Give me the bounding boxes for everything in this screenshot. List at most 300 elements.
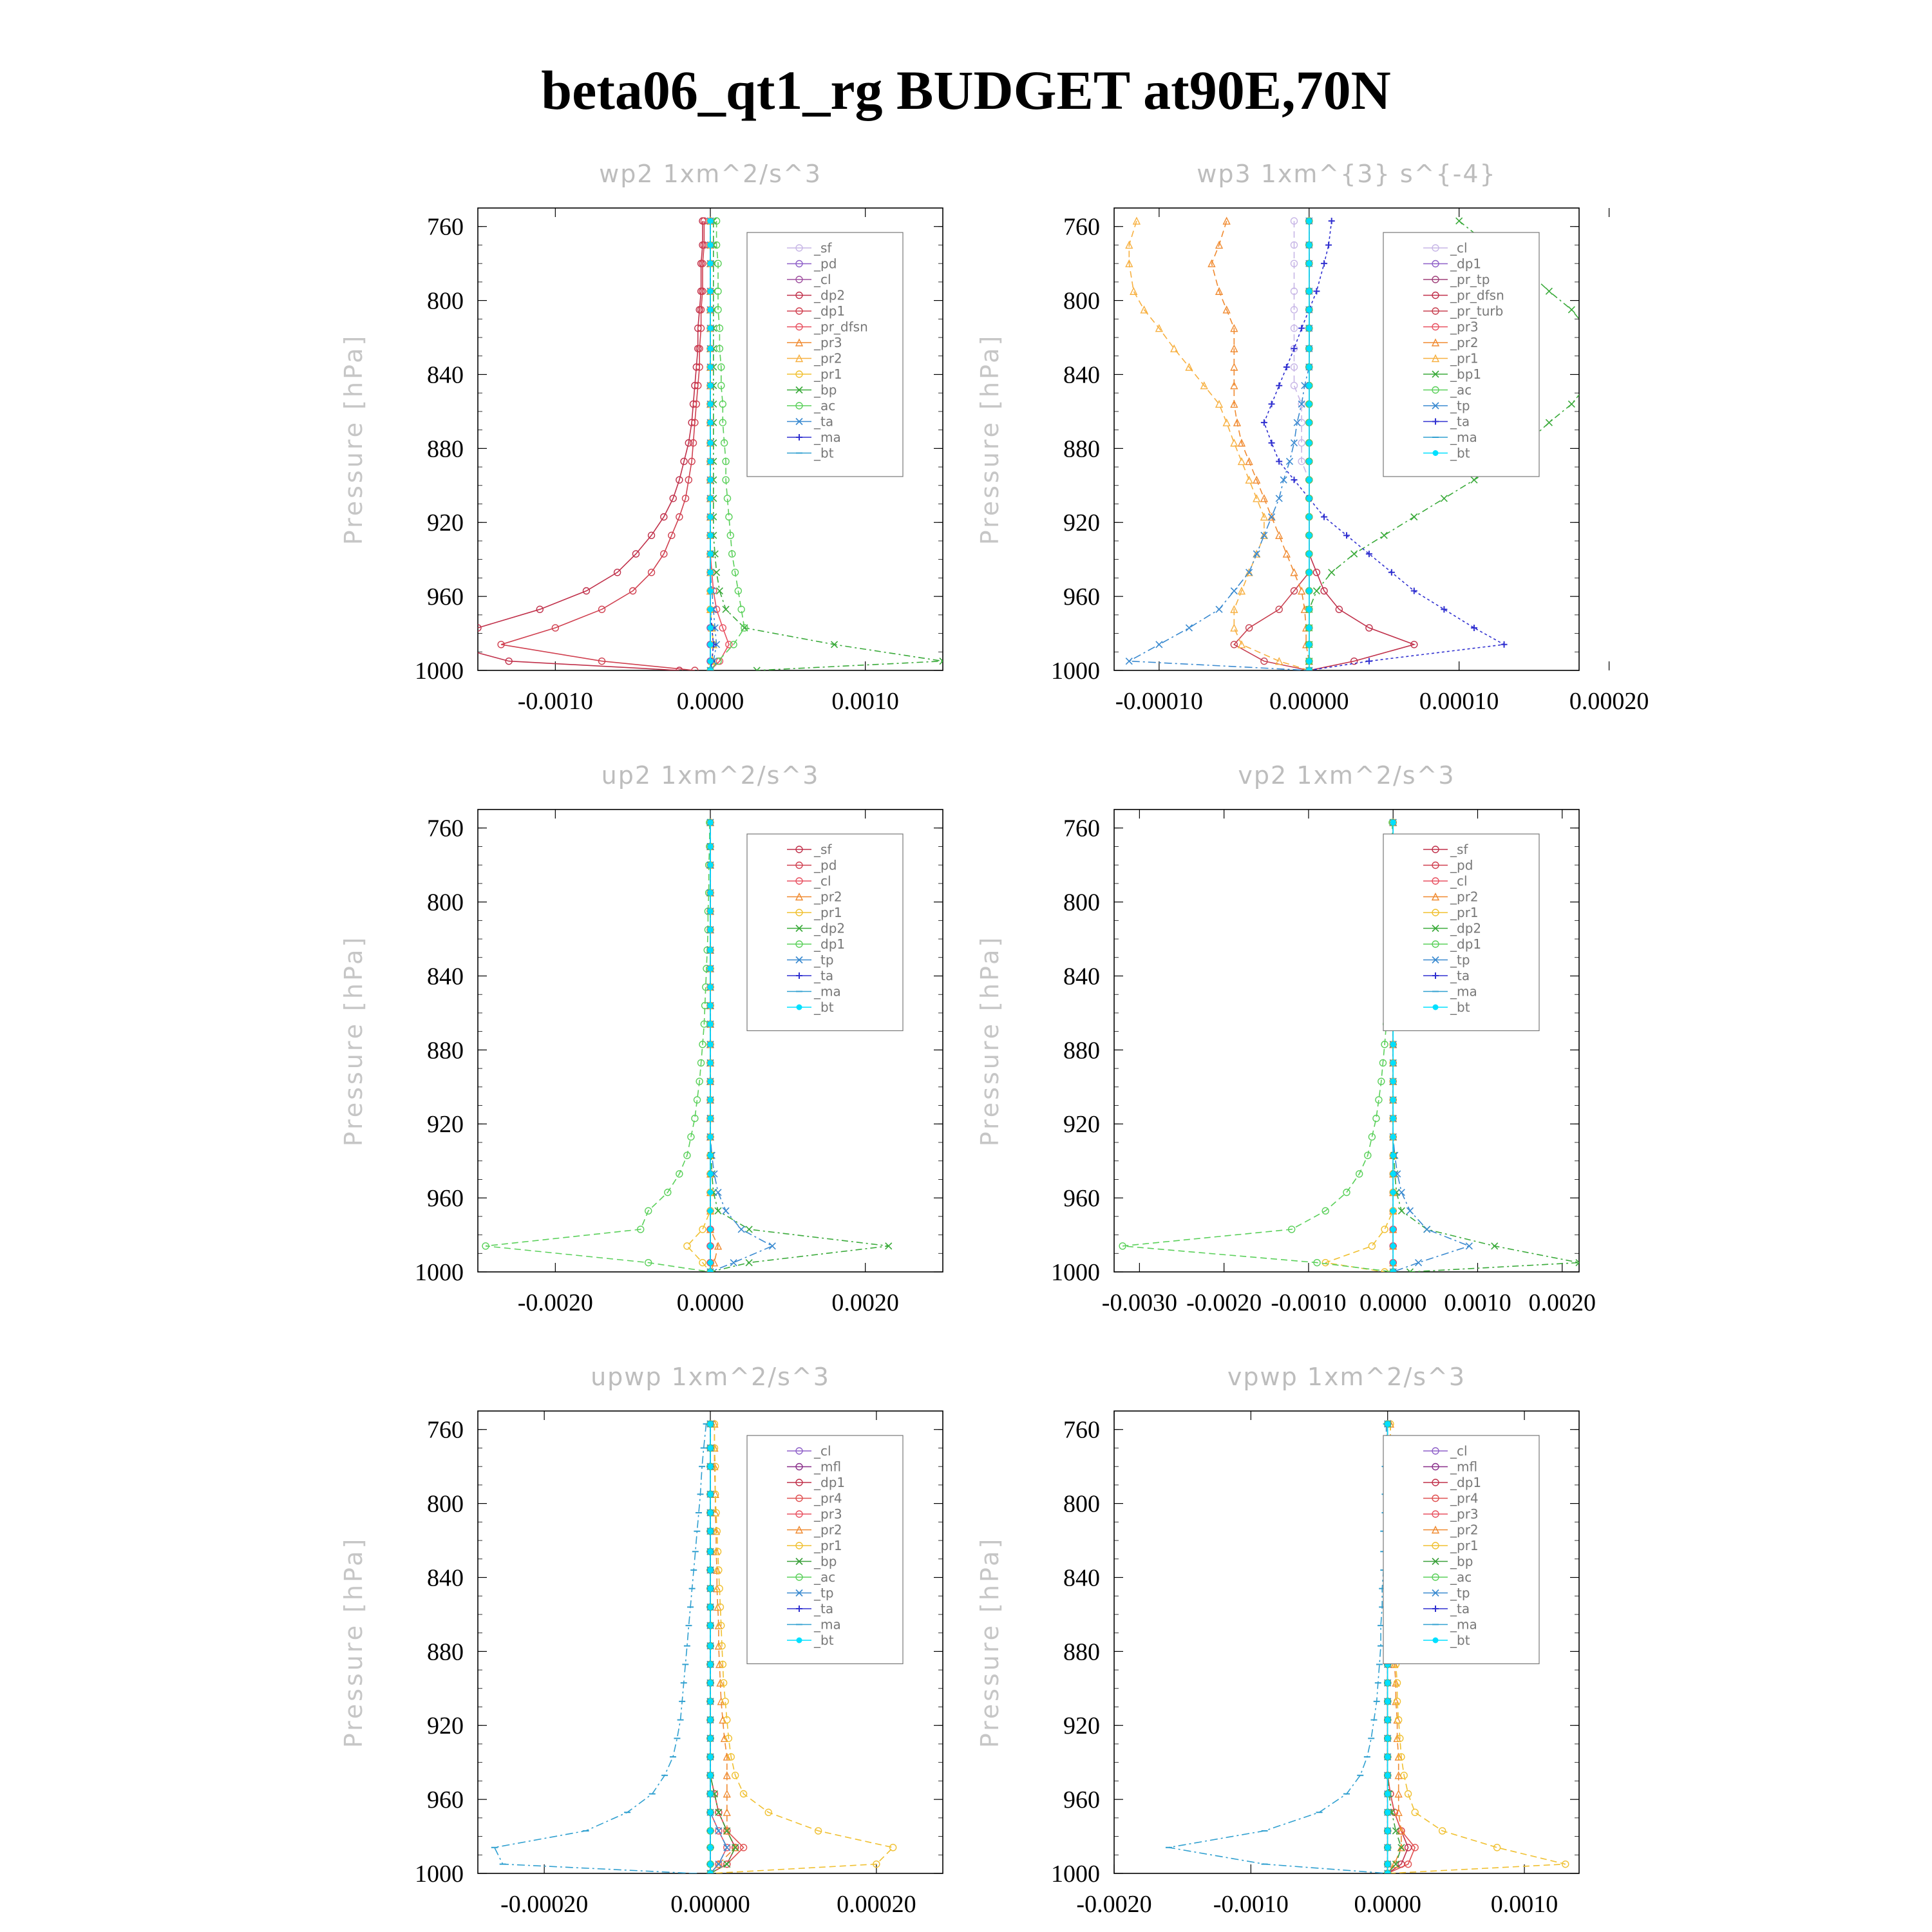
y-tick-label: 800 xyxy=(427,287,464,315)
data-point-bp1 xyxy=(1351,551,1358,557)
data-point-ta xyxy=(1269,440,1275,446)
data-point-bt xyxy=(708,515,713,520)
main-title: beta06_qt1_rg BUDGET at90E,70N xyxy=(541,59,1391,121)
data-point-bt xyxy=(1307,515,1312,520)
legend-label: _pr_tp xyxy=(1450,272,1490,287)
data-point-bt xyxy=(1390,1190,1396,1195)
data-point-pr2 xyxy=(1224,419,1230,426)
legend-label: _cl xyxy=(814,873,831,889)
legend-label: _pr4 xyxy=(1450,1490,1479,1506)
x-tick-label: -0.0020 xyxy=(517,1289,593,1316)
data-point-ta xyxy=(1501,641,1508,648)
x-tick-label: -0.0010 xyxy=(1271,1289,1347,1316)
data-point-ta xyxy=(1471,625,1477,631)
legend-label: _pr2 xyxy=(1450,889,1479,905)
data-point-bt xyxy=(1307,261,1312,266)
legend-label: _pr4 xyxy=(814,1490,842,1506)
series-line-dp1 xyxy=(501,221,704,670)
legend-label: _pr2 xyxy=(814,350,842,366)
y-tick-label: 840 xyxy=(1063,1564,1100,1592)
legend-label: _pr1 xyxy=(814,366,842,382)
data-point-bt xyxy=(1307,496,1312,501)
legend-label: _mfl xyxy=(1450,1459,1478,1475)
legend-marker xyxy=(1433,1005,1438,1010)
x-tick-label: -0.00020 xyxy=(500,1891,589,1918)
legend-label: _ac xyxy=(1450,1569,1472,1585)
data-point-bt xyxy=(708,1153,713,1158)
data-point-bt xyxy=(1390,1079,1396,1084)
x-tick-label: -0.0020 xyxy=(1186,1289,1262,1316)
data-point-bt xyxy=(708,1227,713,1232)
data-point-bp1 xyxy=(1456,218,1463,224)
data-point-bt xyxy=(708,625,713,630)
x-tick-label: 0.0020 xyxy=(831,1289,899,1316)
y-tick-label: 1000 xyxy=(415,1861,464,1888)
data-point-bt xyxy=(708,947,713,952)
data-point-bt xyxy=(708,346,713,351)
data-point-bt xyxy=(708,1244,713,1249)
data-point-bt xyxy=(1307,326,1312,331)
y-tick-label: 920 xyxy=(427,509,464,537)
data-point-bt xyxy=(1307,289,1312,294)
data-point-bp1 xyxy=(715,1208,721,1214)
data-point-sf xyxy=(1291,383,1297,389)
y-tick-label: 760 xyxy=(1063,815,1100,842)
data-point-bp1 xyxy=(1398,1208,1405,1214)
y-tick-label: 760 xyxy=(427,213,464,241)
data-point-ta xyxy=(1388,569,1395,576)
y-tick-label: 1000 xyxy=(1051,1861,1100,1888)
legend-label: _dp1 xyxy=(814,936,846,952)
panel-title: vpwp 1xm^2/s^3 xyxy=(1227,1363,1466,1391)
data-point-bt xyxy=(708,307,713,312)
data-point-bt xyxy=(708,383,713,388)
data-point-bt xyxy=(1307,589,1312,594)
panel-title: upwp 1xm^2/s^3 xyxy=(591,1363,830,1391)
data-point-bp1 xyxy=(1313,588,1320,594)
y-tick-label: 880 xyxy=(427,435,464,463)
data-point-tp xyxy=(723,1208,729,1214)
data-point-pr1 xyxy=(699,1226,706,1233)
data-point-pr1 xyxy=(1494,1844,1501,1851)
data-point-bp1 xyxy=(1441,495,1447,502)
data-point-bt xyxy=(1307,459,1312,464)
data-point-tp xyxy=(1286,458,1293,464)
data-point-ta xyxy=(1291,477,1297,483)
data-point-bt xyxy=(708,1190,713,1195)
data-point-bt xyxy=(1307,346,1312,351)
data-point-bt xyxy=(708,420,713,425)
data-point-pr3 xyxy=(1298,588,1305,594)
data-point-bt xyxy=(708,1549,713,1554)
legend-label: _bp1 xyxy=(1450,366,1482,382)
data-point-pr2 xyxy=(1231,440,1237,446)
data-point-bt xyxy=(1385,1680,1390,1685)
legend-label: _bt xyxy=(1450,1633,1470,1648)
legend-label: _dp2 xyxy=(1450,920,1482,936)
legend-label: _sf xyxy=(814,842,832,857)
data-point-bt xyxy=(1307,440,1312,446)
legend-label: _tp xyxy=(1450,1585,1470,1601)
x-tick-label: 0.0000 xyxy=(1359,1289,1427,1316)
x-tick-label: 0.00010 xyxy=(1419,688,1499,715)
data-point-bt xyxy=(708,1421,713,1426)
data-point-tp xyxy=(738,1226,744,1233)
data-point-bt xyxy=(1307,383,1312,388)
legend-label: _ta xyxy=(1450,413,1470,430)
data-point-tp xyxy=(1416,1260,1422,1266)
legend-label: _bt xyxy=(1450,445,1470,461)
data-point-tp xyxy=(1276,495,1282,502)
legend-label: _cl xyxy=(1450,873,1468,889)
y-tick-label: 840 xyxy=(427,1564,464,1592)
x-tick-label: 0.0000 xyxy=(676,1289,744,1316)
data-point-bt xyxy=(708,820,713,825)
legend-label: _ma xyxy=(1450,430,1477,445)
y-axis-label: Pressure [hPa] xyxy=(339,1536,368,1748)
data-point-bt xyxy=(1390,1116,1396,1121)
data-point-bt xyxy=(1390,1153,1396,1158)
y-tick-label: 920 xyxy=(1063,509,1100,537)
panel-4 xyxy=(976,761,1596,1316)
data-point-bt xyxy=(1307,668,1312,673)
y-tick-label: 920 xyxy=(1063,1712,1100,1740)
data-point-tp xyxy=(1466,1243,1472,1249)
data-point-bt xyxy=(708,242,713,247)
legend-label: _pr1 xyxy=(814,905,842,920)
legend-marker xyxy=(1433,1638,1438,1643)
data-point-tp xyxy=(1126,658,1132,665)
legend-label: _ta xyxy=(814,413,834,430)
x-tick-label: -0.0020 xyxy=(1076,1891,1152,1918)
data-point-bt xyxy=(708,909,713,914)
legend-label: _pr_dfsn xyxy=(1450,287,1504,303)
y-tick-label: 800 xyxy=(427,1490,464,1518)
data-point-pr1 xyxy=(1368,1243,1375,1249)
data-point-bt xyxy=(1307,365,1312,370)
x-tick-label: 0.0010 xyxy=(1490,1891,1558,1918)
data-point-pr1 xyxy=(1381,1226,1388,1233)
y-tick-label: 1000 xyxy=(415,1259,464,1286)
data-point-bp1 xyxy=(1471,477,1477,483)
y-tick-label: 880 xyxy=(1063,435,1100,463)
legend-label: _pr1 xyxy=(1450,905,1479,920)
data-point-tp xyxy=(730,1260,737,1266)
y-tick-label: 840 xyxy=(1063,963,1100,990)
legend-label: _dp2 xyxy=(814,920,846,936)
legend-label: _ac xyxy=(814,398,836,413)
data-point-ta xyxy=(1441,606,1447,612)
data-point-bt xyxy=(708,218,713,223)
data-point-tp xyxy=(1406,1208,1413,1214)
data-point-bp1 xyxy=(1591,364,1597,370)
y-axis-label: Pressure [hPa] xyxy=(976,1536,1004,1748)
data-point-tp xyxy=(1186,625,1192,631)
legend-label: _ma xyxy=(814,1616,841,1633)
x-tick-label: 0.00000 xyxy=(670,1891,750,1918)
data-point-bt xyxy=(708,1021,713,1027)
data-point-tp xyxy=(1280,477,1287,483)
data-point-bt xyxy=(708,477,713,482)
legend-marker xyxy=(1433,451,1438,456)
x-tick-label: -0.00010 xyxy=(1115,688,1203,715)
legend xyxy=(747,232,903,477)
data-point-bt xyxy=(1385,1421,1390,1426)
data-point-bt xyxy=(708,459,713,464)
data-point-ta xyxy=(1325,242,1332,248)
data-point-bt xyxy=(708,985,713,990)
data-point-bt xyxy=(708,365,713,370)
x-tick-label: 0.00000 xyxy=(1269,688,1349,715)
data-point-bt xyxy=(708,261,713,266)
legend-label: _sf xyxy=(814,240,832,256)
x-tick-label: 0.0000 xyxy=(1354,1891,1421,1918)
legend-label: _ma xyxy=(1450,983,1477,999)
data-point-bt xyxy=(1385,1754,1390,1759)
legend-label: _ta xyxy=(1450,1601,1470,1616)
data-point-bp1 xyxy=(1568,401,1575,407)
legend-label: _pr1 xyxy=(1450,350,1479,366)
data-point-bt xyxy=(708,1529,713,1534)
data-point-bt xyxy=(708,1097,713,1103)
legend-label: _pr3 xyxy=(814,1506,842,1522)
data-point-bt xyxy=(1307,570,1312,575)
data-point-bt xyxy=(1390,1227,1396,1232)
data-point-bt xyxy=(708,1792,713,1797)
data-point-bt xyxy=(1385,1845,1390,1850)
data-point-pr3 xyxy=(1276,532,1282,538)
data-point-bp1 xyxy=(1568,307,1575,313)
data-point-bt xyxy=(1307,401,1312,406)
x-tick-label: 0.0020 xyxy=(1528,1289,1596,1316)
data-point-bt xyxy=(708,1116,713,1121)
data-point-bt xyxy=(708,668,713,673)
legend xyxy=(747,834,903,1031)
x-tick-label: -0.0030 xyxy=(1101,1289,1177,1316)
y-tick-label: 960 xyxy=(1063,1185,1100,1213)
data-point-pr2 xyxy=(1238,458,1245,464)
data-point-bt xyxy=(708,1718,713,1723)
y-tick-label: 800 xyxy=(1063,889,1100,916)
data-point-bt xyxy=(708,659,713,664)
data-point-bt xyxy=(708,1042,713,1047)
y-tick-label: 880 xyxy=(427,1037,464,1065)
y-tick-label: 1000 xyxy=(1051,658,1100,685)
data-point-ta xyxy=(1321,514,1327,520)
data-point-bt xyxy=(708,1003,713,1008)
legend-label: _ta xyxy=(814,1601,834,1616)
legend-label: _tp xyxy=(814,952,834,968)
data-point-bt xyxy=(1385,1773,1390,1778)
data-point-bt xyxy=(1390,1097,1396,1103)
data-point-bt xyxy=(708,496,713,501)
legend-label: _pr1 xyxy=(814,1538,842,1553)
data-point-bt xyxy=(708,570,713,575)
y-axis-label: Pressure [hPa] xyxy=(339,934,368,1147)
data-point-bt xyxy=(708,326,713,331)
y-tick-label: 920 xyxy=(1063,1111,1100,1139)
y-tick-label: 960 xyxy=(1063,583,1100,611)
data-point-bp1 xyxy=(746,1260,752,1266)
legend-label: _pr2 xyxy=(814,1522,842,1538)
data-point-bp1 xyxy=(723,606,729,612)
legend-label: _cl xyxy=(814,1443,831,1459)
data-point-bt xyxy=(708,1810,713,1815)
data-point-bt xyxy=(1385,1699,1390,1704)
data-point-bt xyxy=(1385,1828,1390,1833)
data-point-bt xyxy=(1307,659,1312,664)
data-point-bt xyxy=(1385,1736,1390,1741)
data-point-bp1 xyxy=(1329,569,1335,576)
data-point-bt xyxy=(708,642,713,647)
x-tick-label: -0.0010 xyxy=(1213,1891,1289,1918)
data-point-tp xyxy=(1424,1226,1430,1233)
data-point-bt xyxy=(1390,1269,1396,1274)
legend-label: _dp1 xyxy=(814,303,846,319)
series-line-ma xyxy=(495,1424,706,1873)
legend-label: _pr1 xyxy=(1450,1538,1479,1553)
data-point-bp1 xyxy=(1584,383,1590,389)
data-point-pr1 xyxy=(1412,1809,1418,1815)
y-tick-label: 960 xyxy=(1063,1786,1100,1814)
panel-title: vp2 1xm^2/s^3 xyxy=(1238,761,1455,790)
x-tick-label: 0.0000 xyxy=(676,688,744,715)
data-point-bt xyxy=(708,1079,713,1084)
legend-label: _bt xyxy=(814,999,834,1015)
legend xyxy=(1383,1435,1539,1664)
data-point-bt xyxy=(1385,1718,1390,1723)
y-axis-label: Pressure [hPa] xyxy=(976,934,1004,1147)
x-tick-label: 0.00020 xyxy=(837,1891,916,1918)
legend-label: _bp xyxy=(1450,1553,1473,1569)
y-tick-label: 920 xyxy=(427,1111,464,1139)
data-point-bt xyxy=(708,1060,713,1065)
data-point-bt xyxy=(708,966,713,971)
y-tick-label: 800 xyxy=(1063,287,1100,315)
y-tick-label: 840 xyxy=(1063,361,1100,389)
legend-label: _dp1 xyxy=(1450,936,1482,952)
data-point-bt xyxy=(708,1586,713,1591)
data-point-pr2 xyxy=(1130,288,1137,294)
legend-label: _pr2 xyxy=(814,889,842,905)
data-point-bt xyxy=(708,1445,713,1450)
y-tick-label: 960 xyxy=(427,1185,464,1213)
legend-label: _ma xyxy=(814,983,841,999)
data-point-bt xyxy=(708,1510,713,1515)
data-point-bp1 xyxy=(1584,325,1590,332)
data-point-bt xyxy=(708,533,713,538)
data-point-bt xyxy=(1307,642,1312,647)
data-point-bt xyxy=(1307,307,1312,312)
data-point-ta xyxy=(1329,218,1335,224)
data-point-bt xyxy=(708,1464,713,1469)
data-point-bt xyxy=(1390,820,1396,825)
y-tick-label: 840 xyxy=(427,361,464,389)
y-tick-label: 840 xyxy=(427,963,464,990)
data-point-bp1 xyxy=(1591,345,1597,352)
legend-label: _cl xyxy=(814,272,831,287)
data-point-bt xyxy=(708,401,713,406)
data-point-bt xyxy=(708,551,713,556)
data-point-bp1 xyxy=(1546,419,1552,426)
y-tick-label: 1000 xyxy=(415,658,464,685)
data-point-pr2 xyxy=(1238,641,1245,648)
legend-label: _dp2 xyxy=(814,287,846,303)
legend-label: _pd xyxy=(1450,857,1473,873)
data-point-ta xyxy=(1321,260,1327,267)
data-point-bp1 xyxy=(746,1226,752,1233)
data-point-bt xyxy=(1390,1171,1396,1177)
data-point-pr3 xyxy=(1291,569,1297,576)
panel-3 xyxy=(339,761,943,1316)
data-point-bt xyxy=(1385,1810,1390,1815)
data-point-pr3 xyxy=(724,1809,730,1815)
legend xyxy=(1383,232,1539,477)
data-point-bp1 xyxy=(714,569,720,576)
legend-label: _cl xyxy=(1450,1443,1468,1459)
data-point-bp1 xyxy=(1546,288,1552,294)
legend-label: _mfl xyxy=(814,1459,842,1475)
legend-label: _bp xyxy=(814,1553,837,1569)
series-line-ac xyxy=(1122,822,1393,1272)
y-tick-label: 960 xyxy=(427,583,464,611)
legend-label: _tp xyxy=(814,1585,834,1601)
legend-label: _ma xyxy=(1450,1616,1477,1633)
y-tick-label: 760 xyxy=(1063,213,1100,241)
data-point-tp xyxy=(724,1844,730,1851)
legend-label: _ac xyxy=(814,1569,836,1585)
y-tick-label: 800 xyxy=(1063,1490,1100,1518)
data-point-bt xyxy=(708,440,713,446)
legend-label: _ac xyxy=(1450,382,1472,398)
panel-1 xyxy=(339,160,946,715)
data-point-ta xyxy=(1298,325,1305,332)
data-point-bt xyxy=(1307,533,1312,538)
legend-label: _pr3 xyxy=(1450,319,1479,335)
legend xyxy=(747,1435,903,1664)
data-point-bt xyxy=(1307,218,1312,223)
legend-label: _sf xyxy=(1450,842,1468,857)
data-point-bt xyxy=(1390,1134,1396,1139)
data-point-bt xyxy=(1390,1042,1396,1047)
data-point-bt xyxy=(708,1260,713,1265)
legend-label: _bt xyxy=(814,1633,834,1648)
data-point-bt xyxy=(1385,1792,1390,1797)
legend-label: _bp xyxy=(814,382,837,398)
data-point-bt xyxy=(1307,625,1312,630)
y-tick-label: 880 xyxy=(1063,1638,1100,1666)
legend-label: _pr3 xyxy=(814,335,842,350)
legend-label: _tp xyxy=(1450,398,1470,413)
data-point-tp xyxy=(1216,606,1222,612)
x-tick-label: 0.0010 xyxy=(831,688,899,715)
data-point-bp xyxy=(724,1861,730,1868)
panel-title: wp3 1xm^{3} s^{-4} xyxy=(1197,160,1497,188)
legend-label: _cl xyxy=(1450,240,1468,256)
data-point-bt xyxy=(708,1662,713,1667)
legend-label: _ta xyxy=(814,968,834,983)
data-point-bt xyxy=(708,289,713,294)
legend-label: _dp1 xyxy=(1450,256,1482,272)
panel-6 xyxy=(976,1363,1579,1918)
data-point-bt xyxy=(1307,242,1312,247)
data-point-pr3 xyxy=(1283,551,1290,557)
data-point-bp1 xyxy=(716,588,723,594)
data-point-bt xyxy=(708,1845,713,1850)
y-tick-label: 1000 xyxy=(1051,1259,1100,1286)
data-point-bp1 xyxy=(1411,514,1417,520)
y-tick-label: 880 xyxy=(1063,1037,1100,1065)
